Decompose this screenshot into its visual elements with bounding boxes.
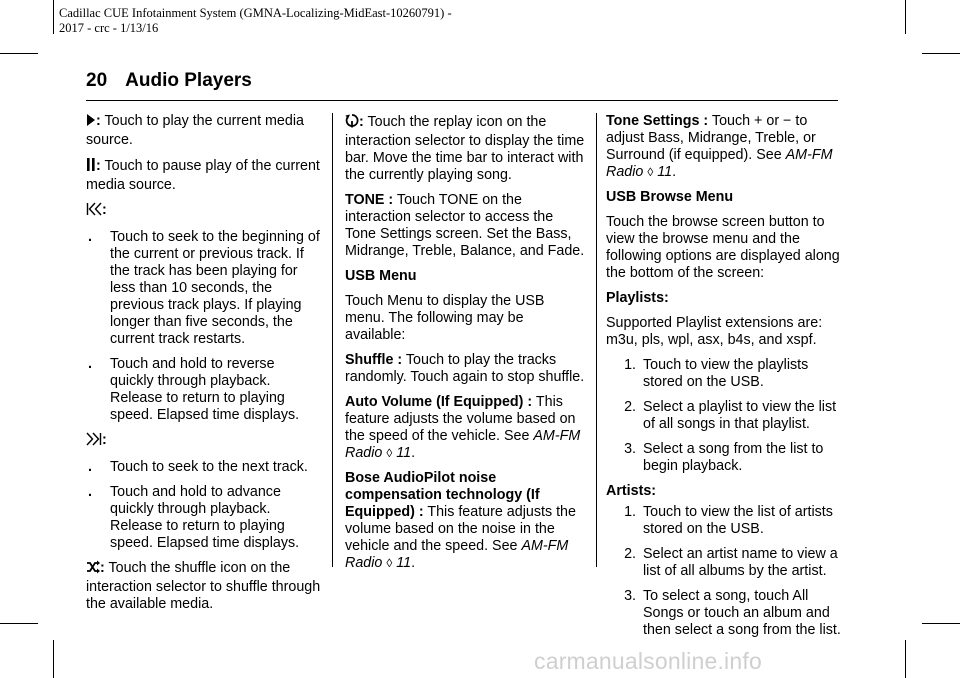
crop-mark bbox=[922, 623, 960, 624]
auto-volume-option: Auto Volume (If Equipped) : This feature adjusts the volume based on the speed of the vehicle. See AM-FM Radio ◊ 11. bbox=[345, 394, 581, 461]
page-ref-icon: ◊ bbox=[386, 556, 393, 570]
bose-option: Bose AudioPilot noise compensation technology (If Equipped) : This feature adjusts the volume based on the noise in the vehicle and the speed. See AM-FM Radio ◊ 11. bbox=[345, 470, 576, 571]
play-entry: : Touch to play the current media source. bbox=[86, 113, 304, 148]
header-line-1: Cadillac CUE Infotainment System (GMNA-Localizing-MidEast-10260791) - bbox=[59, 6, 452, 20]
section-heading: Audio Players bbox=[125, 70, 252, 91]
play-icon bbox=[86, 113, 96, 132]
seek-forward-icon bbox=[86, 432, 102, 451]
shuffle-icon bbox=[86, 560, 100, 579]
list-item: . Touch to seek to the beginning of the current or previous track. If the track has been playing for less than 10 seconds, the previous track plays. If playing longer than five seconds, the current track restarts. bbox=[88, 229, 320, 347]
replay-entry: : Touch the replay icon on the interaction selector to display the time bar. Move the time bar to interact with the currently playing song. bbox=[345, 114, 585, 183]
section-title bbox=[86, 70, 252, 92]
playlists-heading: Playlists: bbox=[606, 290, 669, 306]
crop-mark bbox=[905, 0, 906, 34]
tone-entry: TONE : Touch TONE on the interaction selector to access the Tone Settings screen. Set the Bass, Midrange, Treble, Balance, and Fade. bbox=[345, 192, 585, 259]
list-item: 3. Select a song from the list to begin playback. bbox=[624, 441, 824, 474]
list-item: . Touch to seek to the next track. bbox=[88, 459, 308, 475]
tone-settings-entry: Tone Settings : Touch + or − to adjust Bass, Midrange, Treble, or Surround (if equipped). See AM-FM Radio ◊ 11. bbox=[606, 113, 833, 180]
list-item: 2. Select an artist name to view a list of all albums by the artist. bbox=[624, 546, 838, 579]
cross-reference-link[interactable]: AM-FM Radio bbox=[345, 538, 569, 571]
column-3 bbox=[606, 113, 842, 647]
list-item: . Touch and hold to reverse quickly through playback. Release to return to playing speed. Elapsed time displays. bbox=[88, 356, 300, 423]
list-item: . Touch and hold to advance quickly through playback. Release to return to playing speed. Elapsed time displays. bbox=[88, 484, 300, 551]
crop-mark bbox=[905, 640, 906, 678]
playlists-text: Supported Playlist extensions are: m3u, pls, wpl, asx, b4s, and xspf. bbox=[606, 315, 823, 348]
document-header bbox=[59, 6, 452, 35]
page-ref: 11 bbox=[396, 445, 412, 461]
column-divider bbox=[332, 113, 333, 567]
watermark: carmanualsonline.info bbox=[534, 648, 762, 674]
column-divider bbox=[596, 113, 597, 567]
crop-mark bbox=[0, 53, 38, 54]
list-item: 3. To select a song, touch All Songs or touch an album and then select a song from the list. bbox=[624, 588, 841, 638]
list-item: 1. Touch to view the list of artists stored on the USB. bbox=[624, 504, 833, 537]
page-number: 20 bbox=[86, 70, 108, 91]
usb-browse-heading: USB Browse Menu bbox=[606, 189, 734, 205]
usb-browse-text: Touch the browse screen button to view the browse menu and the following options are displayed along the bottom of the screen: bbox=[606, 214, 840, 281]
list-item: 1. Touch to view the playlists stored on the USB. bbox=[624, 357, 809, 390]
replay-icon bbox=[345, 113, 359, 133]
title-rule bbox=[86, 100, 838, 101]
shuffle-option: Shuffle : Touch to play the tracks randomly. Touch again to stop shuffle. bbox=[345, 352, 585, 385]
column-1 bbox=[86, 113, 322, 621]
seek-back-icon bbox=[86, 202, 102, 221]
crop-mark bbox=[922, 53, 960, 54]
seek-back-entry: : bbox=[86, 202, 322, 221]
page-ref: 11 bbox=[396, 555, 412, 571]
header-line-2: 2017 - crc - 1/13/16 bbox=[59, 20, 159, 35]
pause-entry: : Touch to pause play of the current media source. bbox=[86, 158, 320, 193]
crop-mark bbox=[53, 640, 54, 678]
cross-reference-link[interactable]: AM-FM Radio bbox=[606, 147, 833, 180]
page-ref-icon: ◊ bbox=[647, 165, 654, 179]
pause-icon bbox=[86, 157, 96, 177]
crop-mark bbox=[53, 0, 54, 34]
list-item: 2. Select a playlist to view the list of all songs in that playlist. bbox=[624, 399, 837, 432]
artists-heading: Artists: bbox=[606, 483, 657, 499]
usb-menu-text: Touch Menu to display the USB menu. The following may be available: bbox=[345, 293, 545, 343]
seek-forward-entry: : bbox=[86, 432, 322, 451]
page-ref: 11 bbox=[657, 164, 673, 180]
column-2 bbox=[345, 113, 585, 580]
usb-menu-heading: USB Menu bbox=[345, 268, 417, 284]
shuffle-entry: : Touch the shuffle icon on the interaction selector to shuffle through the available media. bbox=[86, 560, 321, 612]
page-ref-icon: ◊ bbox=[386, 446, 393, 460]
crop-mark bbox=[0, 623, 38, 624]
cross-reference-link[interactable]: AM-FM Radio bbox=[345, 428, 581, 461]
